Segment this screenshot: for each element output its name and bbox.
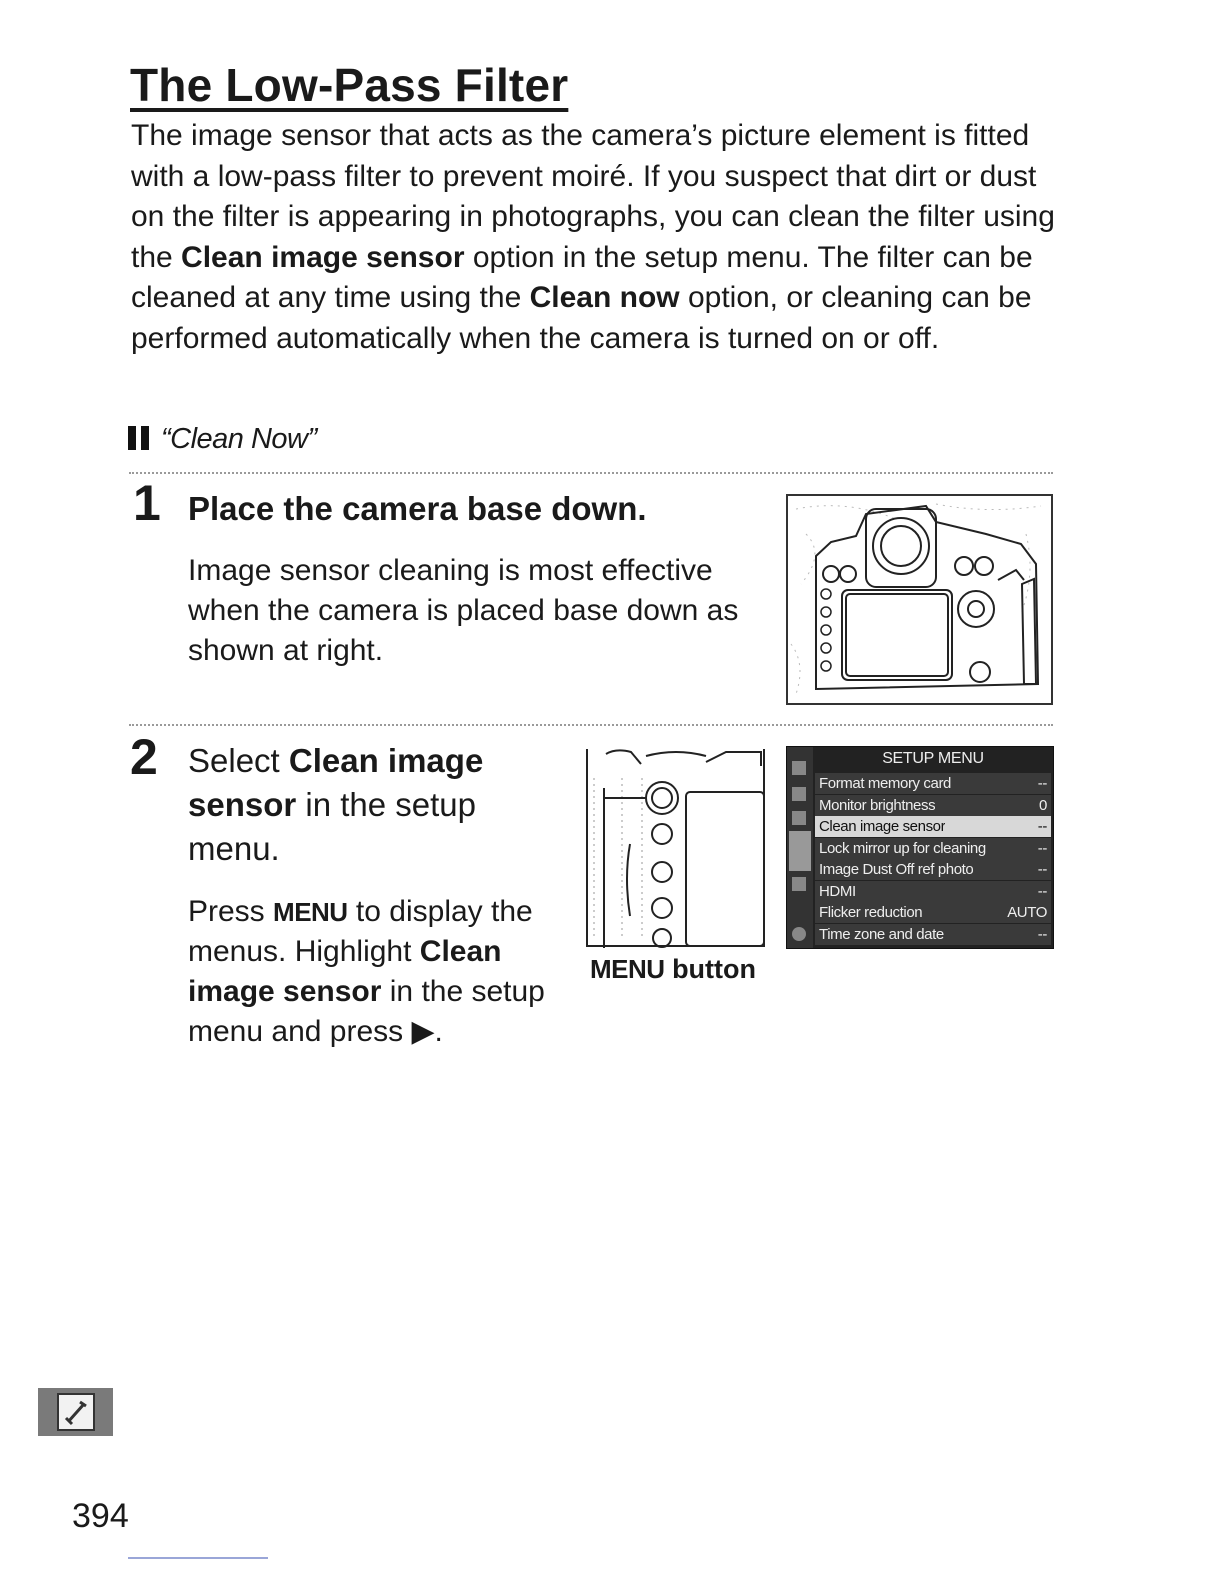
menu-button-illustration [586,748,766,948]
menu-tab-icon [792,761,806,775]
step-body: Press MENU to display the menus. Highlight Clean image sensor in the setup menu and press ▶. [188,895,545,1048]
menu-item-value: -- [1037,839,1047,857]
help-icon [792,927,806,941]
step-title: Place the camera base down. [188,490,647,527]
menu-item-label: Monitor brightness [819,796,936,814]
step-number: 2 [130,729,158,785]
menu-tab-strip [787,747,813,948]
divider [129,724,1053,726]
menu-list [815,773,1051,945]
menu-key-label: MENU [273,897,348,927]
footer-rule [128,1557,268,1559]
menu-item-value: -- [1037,925,1047,943]
pencil-icon [792,811,806,825]
menu-item-value: -- [1037,861,1047,878]
menu-item-value: -- [1037,882,1047,900]
menu-item-label: Clean image sensor [819,818,946,835]
menu-item[interactable] [815,924,1051,945]
menu-item[interactable] [815,795,1051,816]
setup-menu-screen [786,746,1054,949]
step-number: 1 [133,475,161,531]
intro-paragraph: The image sensor that acts as the camera’s picture element is fitted with a low-pass filter to prevent moiré. If you suspect that dirt or dust on the filter is appearing in photographs, you can clean the filter using the Clean image sensor option in the setup menu. The filter can be cleaned at any time using the Clean now option, or cleaning can be performed automatically when the camera is turned on or off. [131,119,1055,355]
divider [129,472,1053,474]
menu-item-label: Time zone and date [819,925,944,943]
menu-item-label: HDMI [819,882,856,900]
camera-back-illustration [786,494,1053,705]
camera-icon [792,787,806,801]
menu-item[interactable] [815,859,1051,880]
page-title: The Low-Pass Filter [130,59,569,111]
menu-item[interactable] [815,838,1051,859]
wrench-icon [38,1388,113,1436]
menu-item[interactable] [815,773,1051,794]
step-body: Image sensor cleaning is most effective when the camera is placed base down as shown at right. [188,554,739,667]
retouch-icon [792,877,806,891]
menu-item-value: AUTO [1007,904,1047,921]
menu-item-value: -- [1037,775,1047,792]
menu-title: SETUP MENU [882,750,984,767]
menu-item-label: Lock mirror up for cleaning [819,839,986,857]
menu-item[interactable] [815,881,1051,902]
wrench-tab-icon [789,831,811,871]
menu-item-label: Format memory card [819,775,951,792]
chapter-tab [38,1388,113,1436]
play-arrow-icon: ▶ [411,1015,435,1048]
menu-item[interactable] [815,902,1051,923]
menu-item-value: 0 [1039,796,1047,814]
section-heading: “Clean Now” [128,423,317,456]
step-title: Select Clean image sensor in the setup menu. [188,742,484,867]
menu-button-caption: MENU button [590,954,757,984]
section-marker-icon [128,426,136,450]
menu-item-value: -- [1037,818,1047,835]
page-number: 394 [72,1497,129,1535]
menu-item[interactable] [815,816,1051,837]
section-marker-icon [141,426,149,450]
menu-item-label: Image Dust Off ref photo [819,861,974,878]
menu-item-label: Flicker reduction [819,904,923,921]
